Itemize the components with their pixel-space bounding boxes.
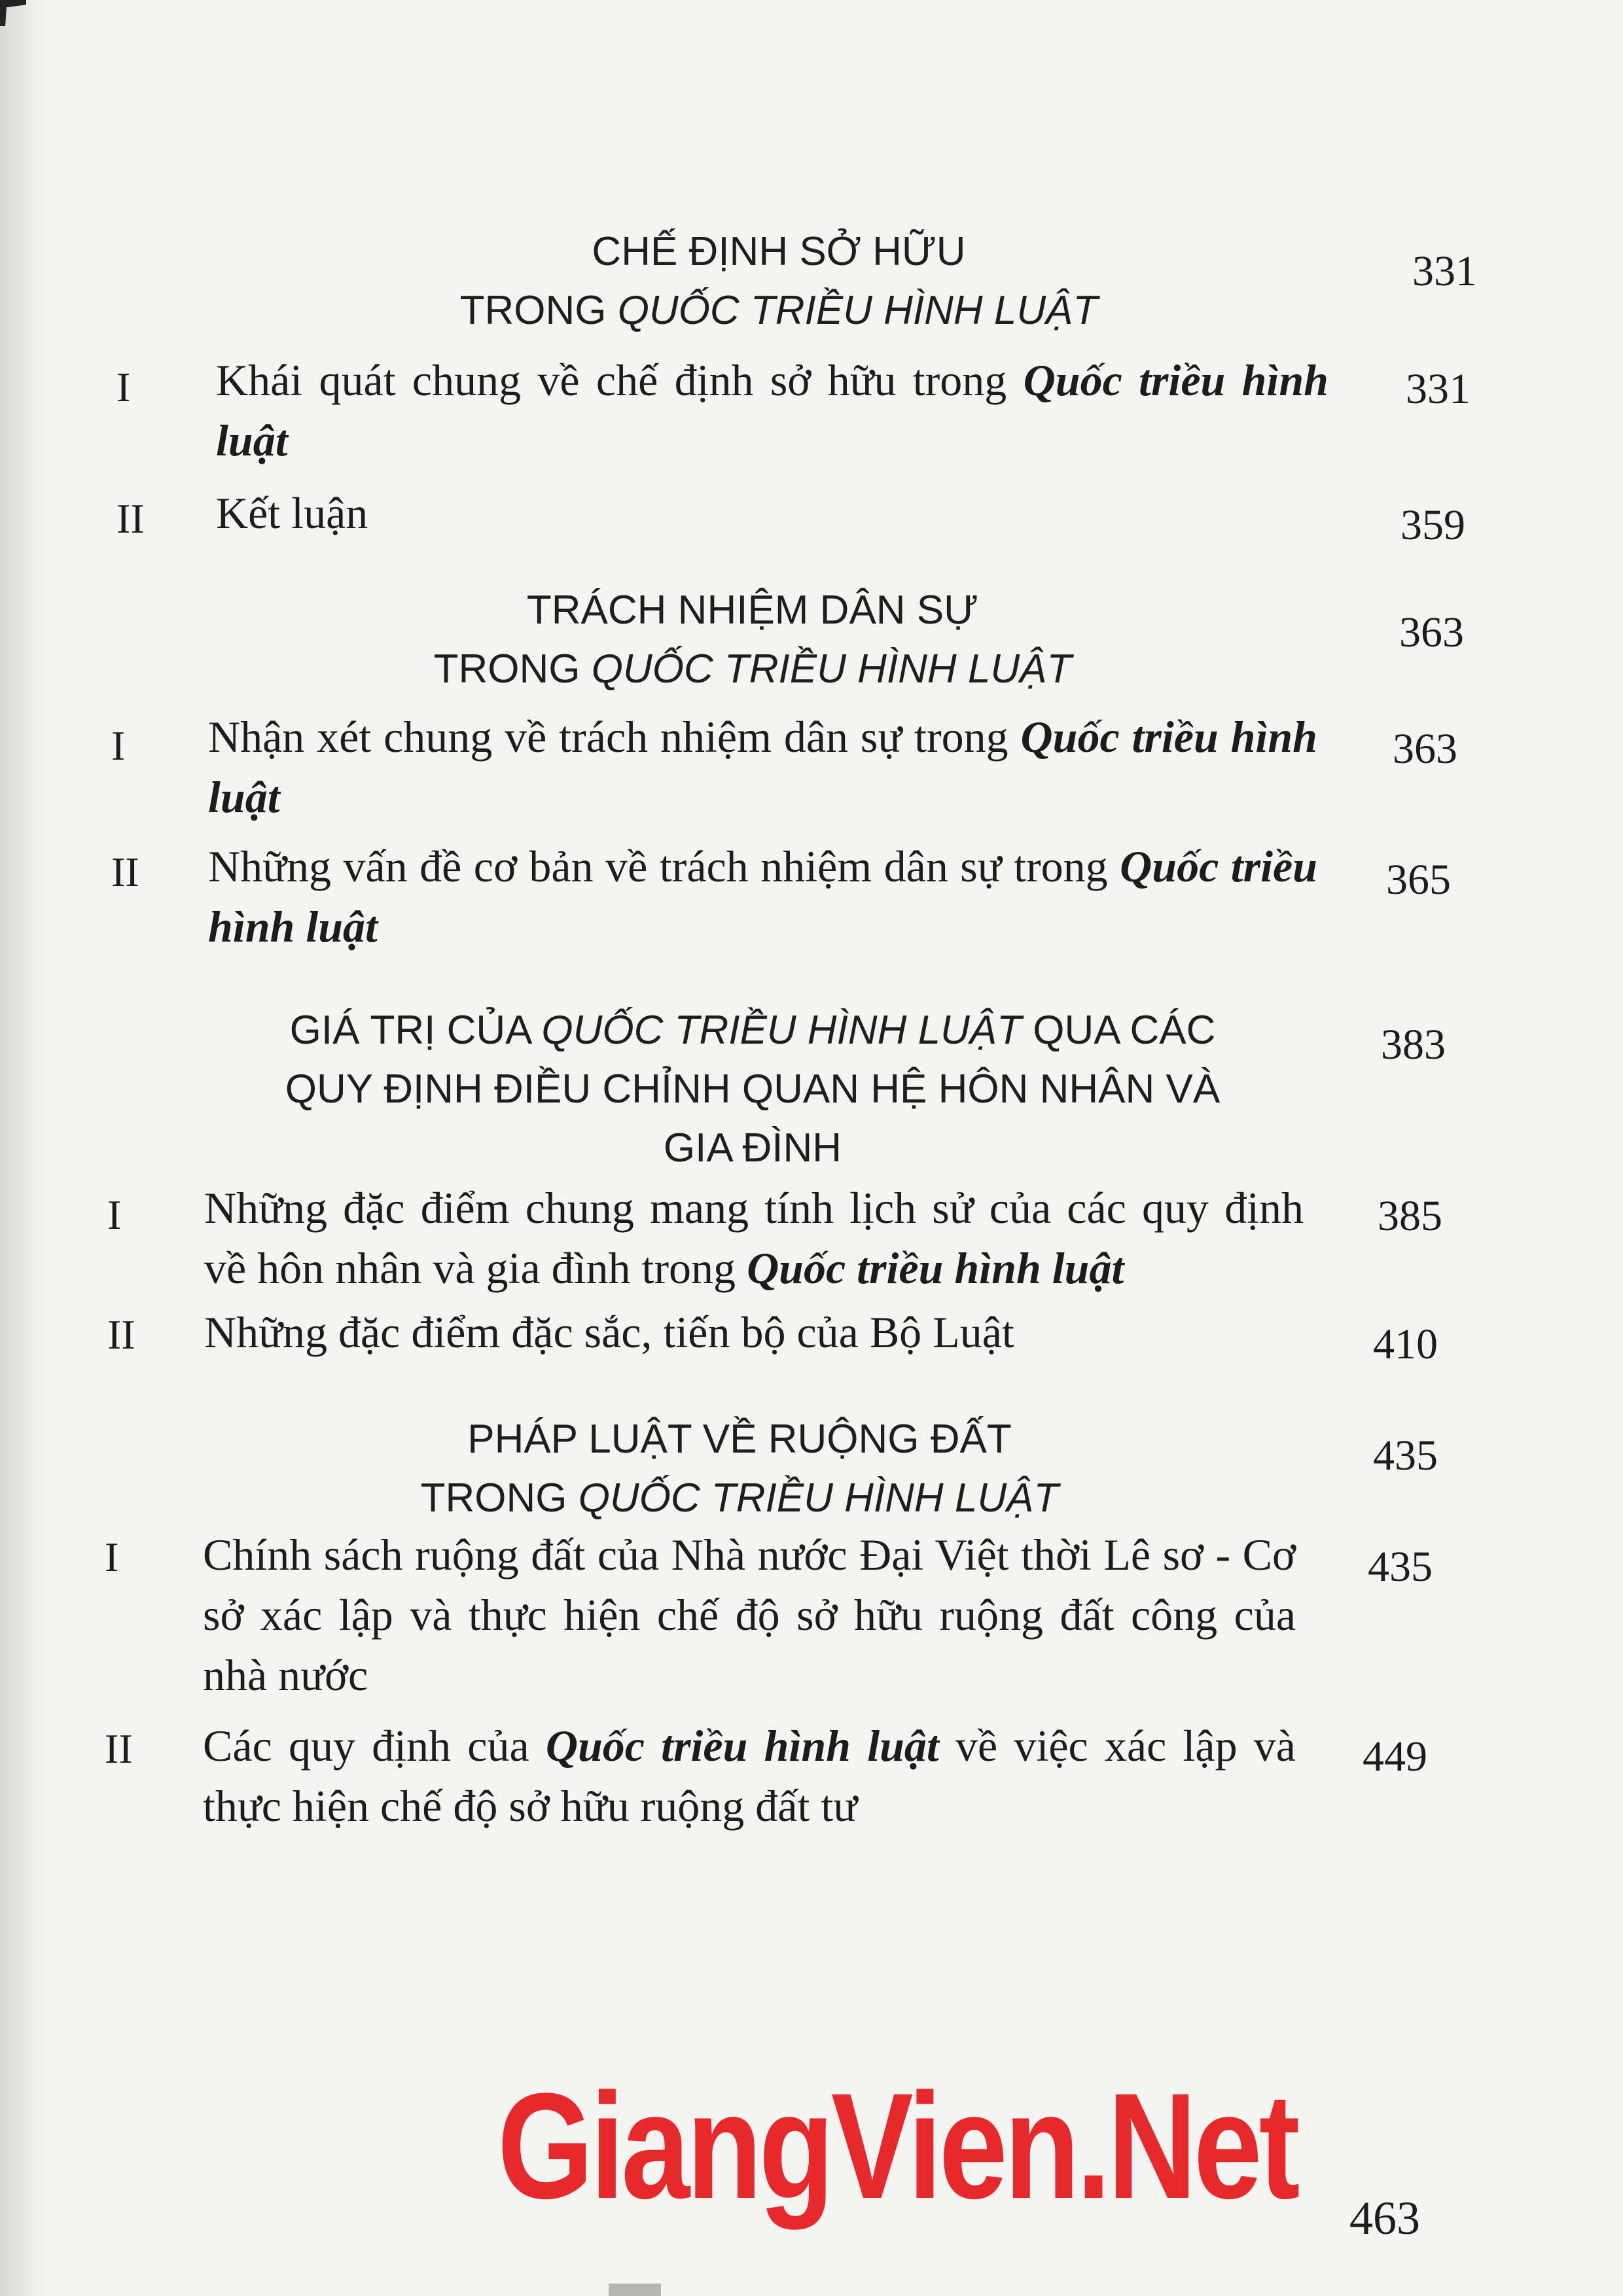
entry-page-number: 435 [1368, 1543, 1433, 1591]
entry-roman-numeral: I [105, 1534, 119, 1580]
heading-line: TRONG QUỐC TRIỀU HÌNH LUẬT [433, 646, 1072, 692]
heading-line: GIA ĐÌNH [663, 1125, 842, 1171]
entry-roman-numeral: II [111, 849, 139, 895]
heading-line: CHẾ ĐỊNH SỞ HỮU [592, 229, 966, 274]
entry-page-number: 385 [1378, 1192, 1442, 1240]
section-heading [340, 581, 1165, 699]
entry-page-number: 365 [1386, 856, 1451, 904]
scan-smudge [609, 2284, 661, 2296]
toc-entry: Khái quát chung về chế định sở hữu trong Quốc triều hình luật [216, 355, 1329, 465]
section-page-number: 363 [1399, 609, 1464, 656]
toc-entry: Những đặc điểm đặc sắc, tiến bộ của Bộ Luật [204, 1307, 1014, 1357]
section-page-number: 331 [1412, 247, 1477, 295]
toc-entry: Những vấn đề cơ bản về trách nhiệm dân sự trong Quốc triều hình luật [208, 841, 1318, 951]
heading-line: GIÁ TRỊ CỦA QUỐC TRIỀU HÌNH LUẬT QUA CÁC [289, 1008, 1216, 1053]
toc-entry: Các quy định của Quốc triều hình luật về việc xác lập và thực hiện chế độ sở hữu ruộng đất tư [203, 1721, 1296, 1831]
entry-roman-numeral: I [111, 722, 126, 769]
section-page-number: 383 [1381, 1021, 1446, 1069]
entry-page-number: 363 [1393, 725, 1457, 773]
toc-entry: Những đặc điểm chung mang tính lịch sử của các quy định về hôn nhân và gia đình trong Quốc triều hình luật [204, 1183, 1304, 1293]
watermark-logo: GiangVien.Net [497, 2062, 1297, 2230]
section-page-number: 435 [1373, 1432, 1438, 1479]
heading-line: TRONG QUỐC TRIỀU HÌNH LUẬT [420, 1475, 1059, 1521]
entry-roman-numeral: I [107, 1192, 122, 1238]
heading-line: TRÁCH NHIỆM DÂN SỰ [526, 588, 979, 633]
heading-line: TRONG QUỐC TRIỀU HÌNH LUẬT [459, 288, 1098, 333]
entry-page-number: 449 [1363, 1733, 1427, 1780]
heading-line: QUY ĐỊNH ĐIỀU CHỈNH QUAN HỆ HÔN NHÂN VÀ [285, 1067, 1221, 1112]
toc-entry: Nhận xét chung về trách nhiệm dân sự trong Quốc triều hình luật [208, 712, 1318, 822]
entry-page-number: 331 [1406, 365, 1471, 413]
section-heading [327, 1410, 1152, 1528]
section-heading [216, 1001, 1289, 1178]
entry-roman-numeral: I [116, 364, 131, 410]
section-heading [366, 222, 1191, 340]
entry-roman-numeral: II [105, 1725, 133, 1772]
entry-roman-numeral: II [107, 1311, 135, 1358]
entry-roman-numeral: II [116, 495, 145, 542]
heading-line: PHÁP LUẬT VỀ RUỘNG ĐẤT [467, 1417, 1012, 1462]
page-number: 463 [1349, 2192, 1420, 2244]
toc-entry: Chính sách ruộng đất của Nhà nước Đại Việt thời Lê sơ - Cơ sở xác lập và thực hiện chế độ sở hữu ruộng đất công của nhà nước [203, 1530, 1296, 1700]
entry-page-number: 410 [1373, 1320, 1438, 1368]
toc-entry: Kết luận [216, 488, 368, 538]
entry-page-number: 359 [1400, 501, 1465, 549]
